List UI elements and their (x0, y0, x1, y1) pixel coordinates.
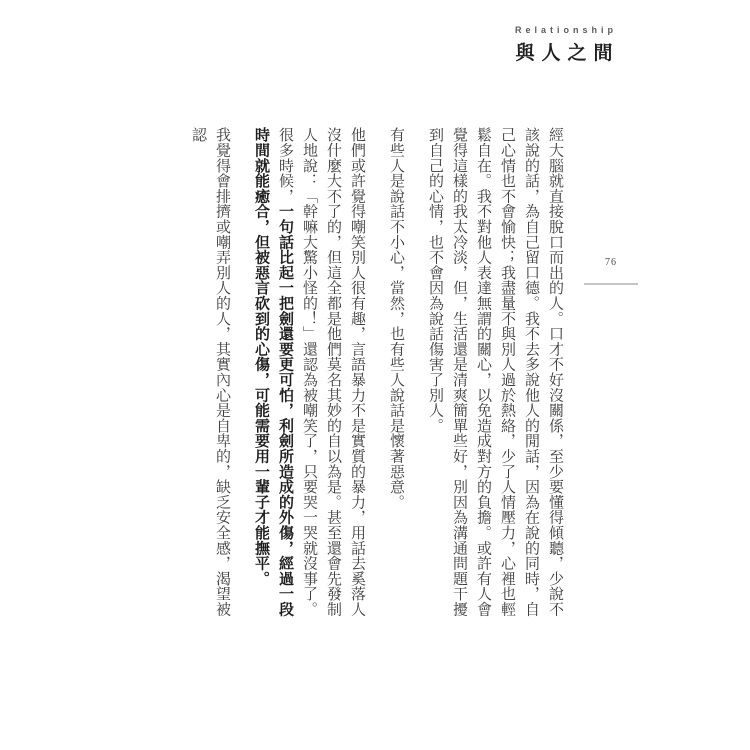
page-number: 76 (605, 257, 617, 268)
page-number-block (584, 257, 638, 285)
page-number-rule (584, 283, 638, 285)
paragraph (384, 127, 408, 627)
paragraph (186, 127, 234, 627)
chapter-header (509, 25, 619, 65)
paragraph-text: 我覺得會排擠或嘲弄別人的人，其實內心是自卑的，缺乏安全感，渴望被認 (190, 127, 230, 617)
paragraph (249, 127, 369, 627)
paragraph-text: 有些人是說話不小心，當然，也有些人說話是懷著惡意。 (388, 127, 404, 510)
paragraph-text: 他們或許覺得嘲笑別人很有趣，言語暴力不是實質的暴力，用話去奚落人沒什麼大不了的，但這全都是他們莫名其妙的自以為是。甚至還會先發制人地說：「幹嘛大驚小怪的！」還認為被嘲笑了，只要哭一哭就沒事了。很多時候， (277, 127, 365, 617)
paragraph-text: 經大腦就直接脫口而出的人。口才不好沒關係，至少要懂得傾聽，少說不該說的話，為自己留口德。我不去多說他人的閒話，因為在說的同時，自己心情也不會愉快；我盡量不與別人過於熱絡，少了人情壓力，心裡也輕鬆自在。我不對他人表達無謂的關心，以免造成對方的負擔。或許有人會覺得這樣的我太冷淡，但，生活還是清爽簡單些好，別因為溝通問題干擾到自己的心情，也不會因為說話傷害了別人。 (427, 127, 563, 617)
chapter-category-en: Relationship (514, 25, 617, 35)
emphasis-bold-text: 一句話比起一把劍還要更可怕，利劍所造成的外傷，經過一段時間就能癒合，但被惡言砍到的心傷，可能需要用一輩子才能撫平。 (253, 127, 293, 617)
chapter-title: 與人之間 (515, 43, 620, 64)
body-text (186, 127, 567, 627)
paragraph (423, 127, 567, 627)
